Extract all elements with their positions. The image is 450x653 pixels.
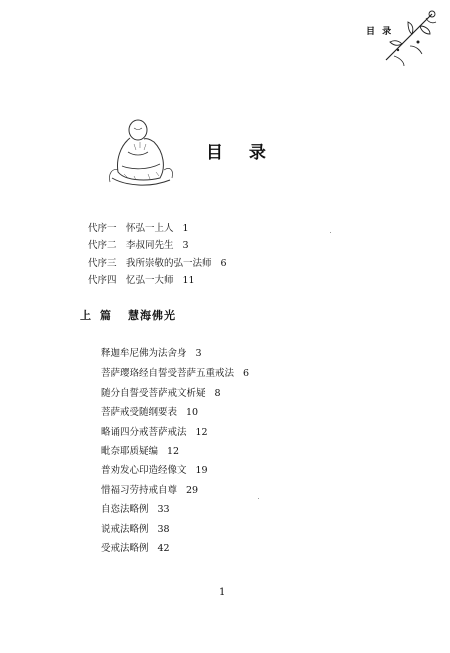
toc-entry-label: 自恣法略例 (101, 504, 149, 515)
toc-entry[interactable] (101, 524, 170, 536)
toc-entry-label: 说戒法略例 (101, 524, 149, 535)
print-speck (258, 498, 259, 499)
toc-page-number: 3 (182, 240, 189, 251)
section-name: 慧海佛光 (128, 309, 176, 322)
toc-entry[interactable] (101, 465, 208, 477)
toc-entry-label: 受戒法略例 (101, 543, 149, 554)
toc-entry[interactable] (101, 348, 202, 360)
seated-monk-illustration (104, 108, 178, 190)
print-speck (330, 232, 331, 233)
toc-page-number: 33 (157, 504, 170, 515)
running-header: 目 录 (366, 27, 394, 37)
toc-entry[interactable] (101, 446, 179, 458)
toc-page-number: 29 (186, 485, 199, 496)
toc-page-number: 12 (195, 427, 208, 438)
toc-entry-label: 菩萨戒受随纲要表 (101, 407, 178, 418)
toc-page-number: 3 (195, 348, 202, 359)
section-part-label: 上篇 (80, 309, 120, 322)
toc-entry[interactable] (101, 485, 198, 497)
toc-page-number: 6 (243, 368, 250, 379)
toc-page-number: 11 (182, 275, 195, 286)
toc-entry-label: 释迦牟尼佛为法舍身 (101, 348, 187, 359)
toc-entry-label: 代序二 李叔同先生 (88, 240, 174, 251)
toc-entry-label: 代序四 忆弘一大师 (88, 275, 174, 286)
toc-page-number: 38 (157, 524, 170, 535)
toc-page-number: 10 (186, 407, 199, 418)
toc-page-number: 8 (214, 388, 221, 399)
toc-preface-item[interactable] (88, 258, 227, 270)
toc-page-number: 19 (195, 465, 208, 476)
toc-entry-label: 代序三 我所崇敬的弘一法师 (88, 258, 212, 269)
toc-entry[interactable] (101, 407, 198, 419)
toc-entry-label: 普劝发心印造经像文 (101, 465, 187, 476)
toc-preface-item[interactable] (88, 275, 195, 287)
toc-entry[interactable] (101, 543, 170, 555)
page-title: 目 录 (206, 143, 276, 164)
flower-branch-icon (382, 6, 442, 70)
toc-page-number: 12 (167, 446, 180, 457)
page-number: 1 (219, 587, 226, 598)
toc-entry-label: 毗奈耶质疑编 (101, 446, 159, 457)
toc-entry[interactable] (101, 427, 208, 439)
toc-entry-label: 代序一 怀弘一上人 (88, 223, 174, 234)
toc-entry[interactable] (101, 504, 170, 516)
toc-entry-label: 略诵四分戒菩萨戒法 (101, 427, 187, 438)
toc-entry-label: 菩萨璎珞经自誓受菩萨五重戒法 (101, 368, 235, 379)
toc-page-number: 6 (220, 258, 227, 269)
toc-page-number: 1 (182, 223, 189, 234)
toc-page-number: 42 (157, 543, 170, 554)
toc-preface-item[interactable] (88, 223, 189, 235)
toc-entry-label: 惜福习劳持戒自尊 (101, 485, 178, 496)
toc-entry-label: 随分自誓受菩萨戒文析疑 (101, 388, 206, 399)
section-heading (80, 307, 176, 323)
toc-entry[interactable] (101, 388, 221, 400)
toc-entry[interactable] (101, 368, 249, 380)
toc-preface-item[interactable] (88, 240, 189, 252)
